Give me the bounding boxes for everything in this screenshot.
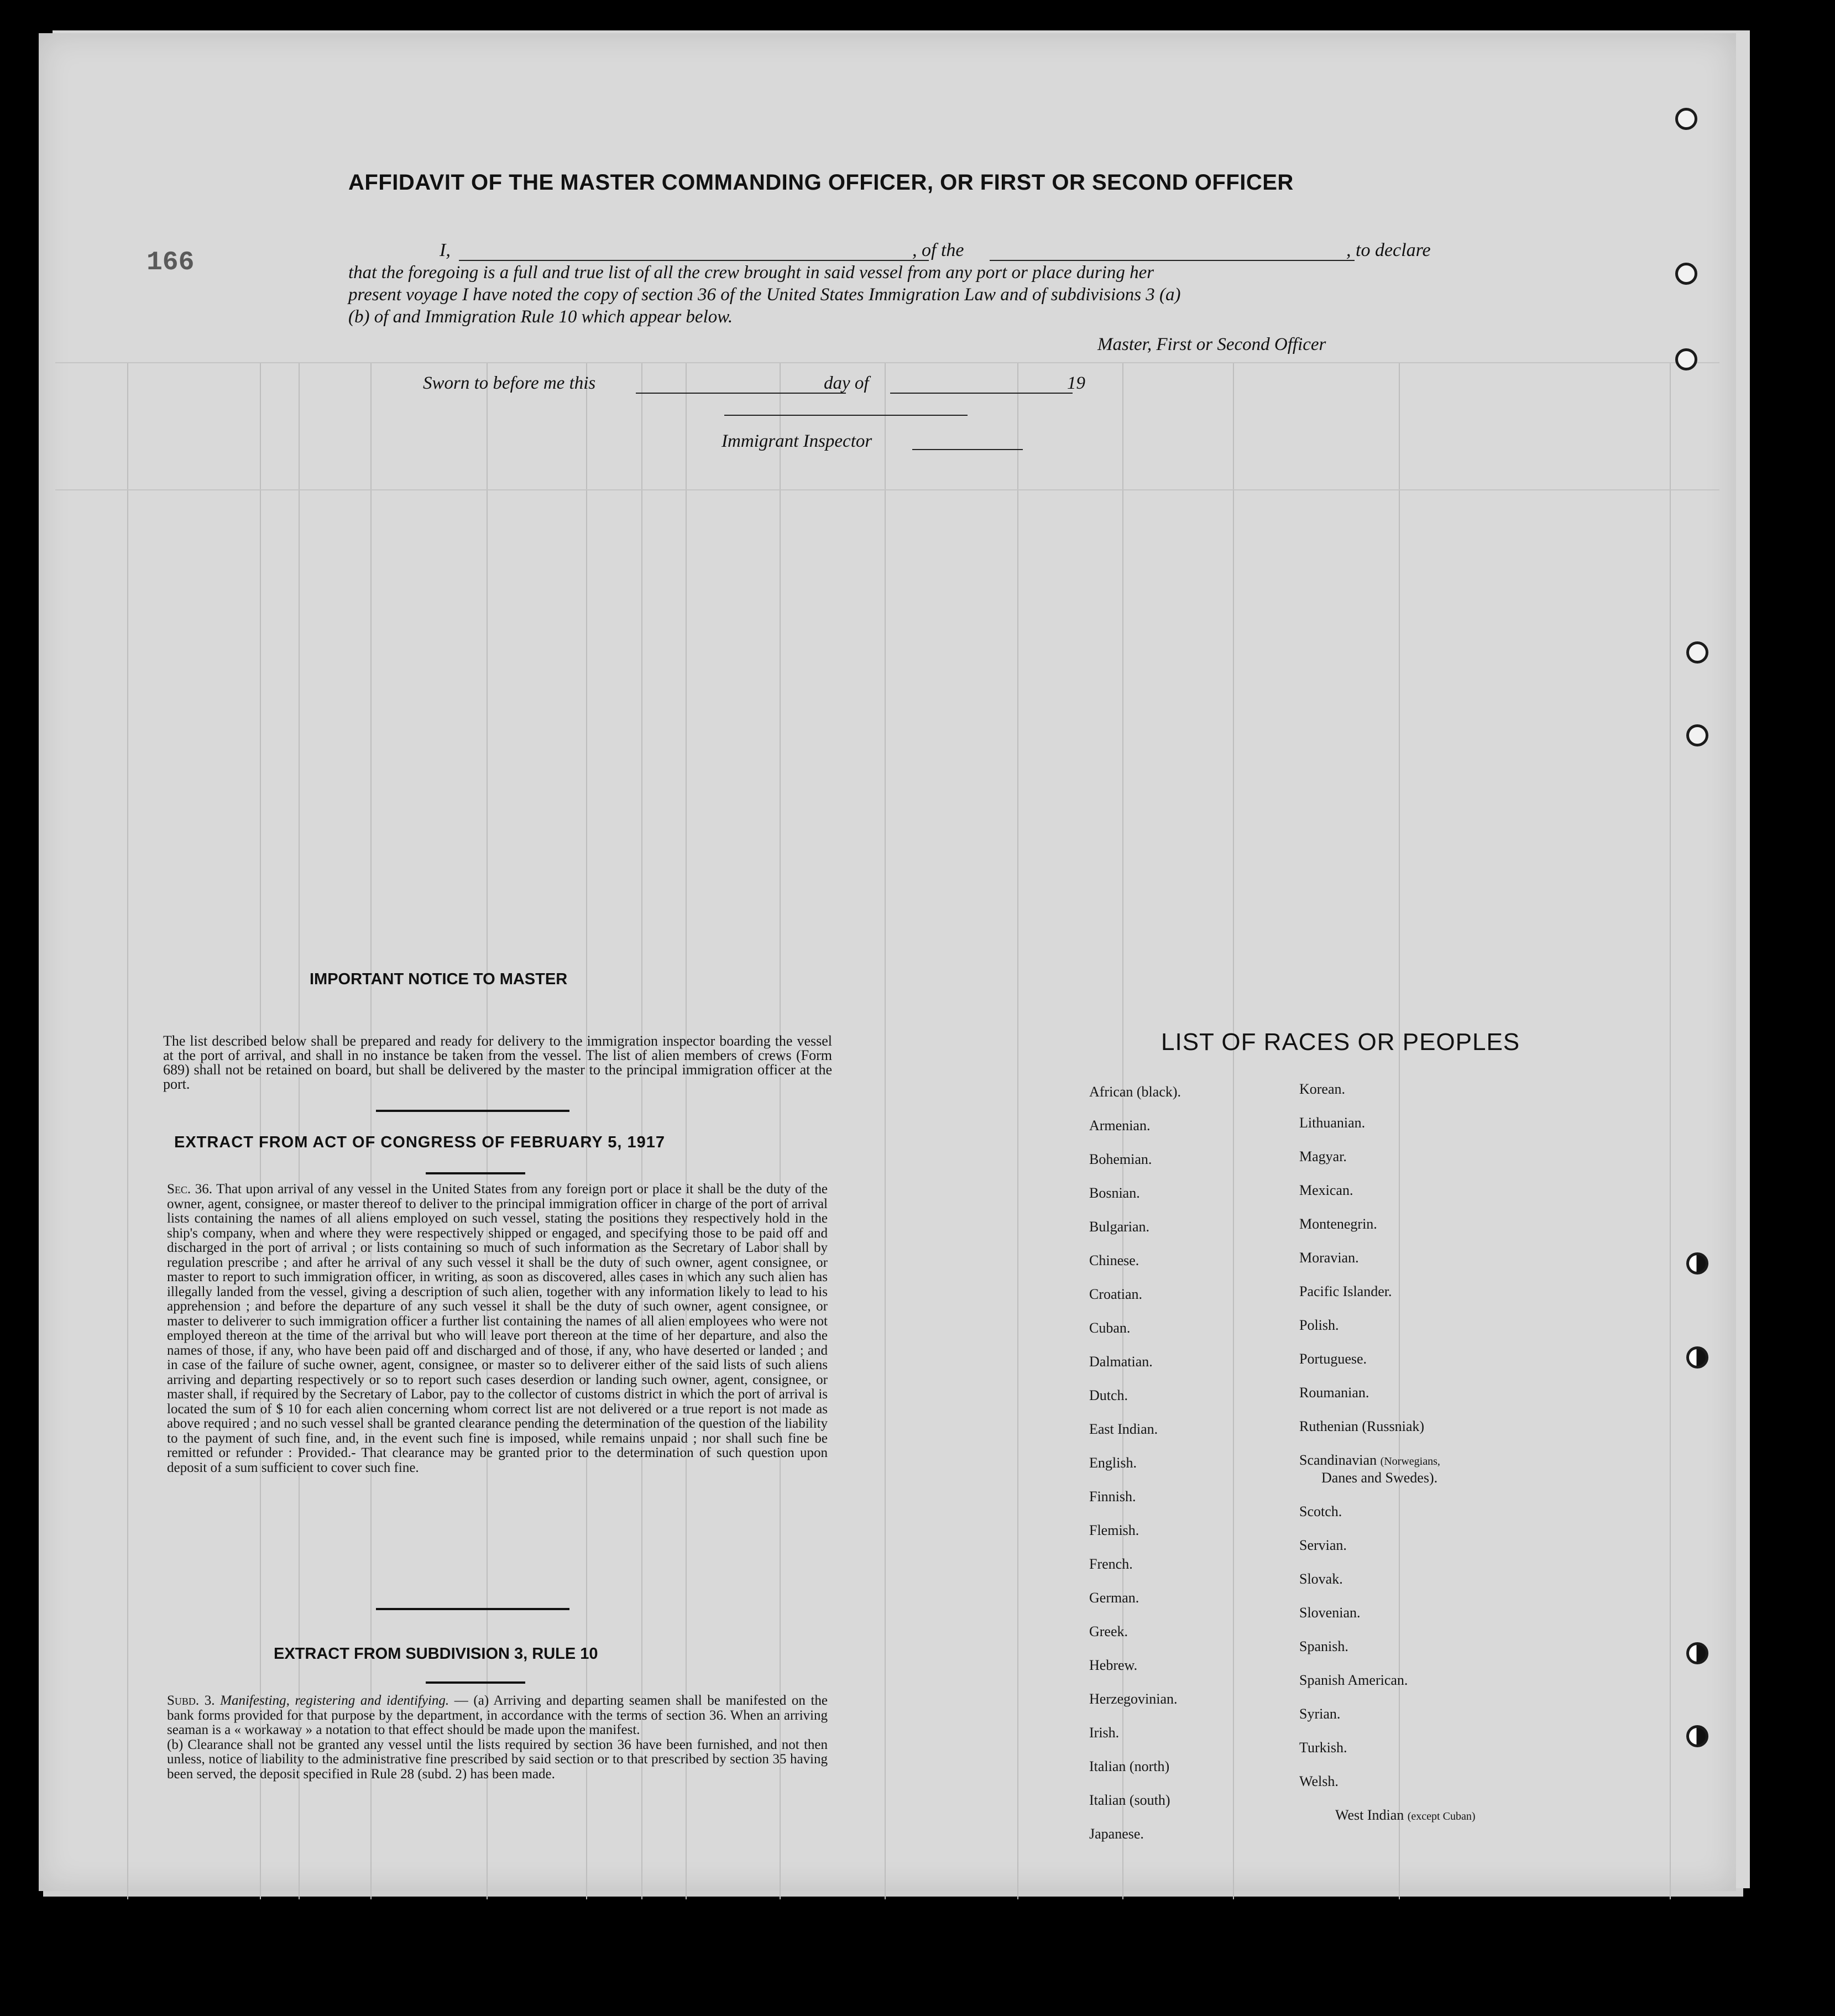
binder-hole <box>1686 1642 1708 1664</box>
race-item: French. <box>1089 1556 1133 1572</box>
race-item: Bohemian. <box>1089 1151 1152 1167</box>
race-item: Pacific Islander. <box>1299 1283 1392 1299</box>
vessel-blank-line <box>990 260 1355 261</box>
race-item: Armenian. <box>1089 1117 1151 1134</box>
race-item: Portuguese. <box>1299 1351 1367 1367</box>
affidavit-title: AFFIDAVIT OF THE MASTER COMMANDING OFFICER, OR FIRST OR SECOND OFFICER <box>348 170 1294 195</box>
race-item: Servian. <box>1299 1537 1347 1553</box>
race-item: Magyar. <box>1299 1148 1347 1164</box>
race-item: German. <box>1089 1590 1139 1606</box>
binder-hole <box>1675 348 1697 370</box>
binder-hole <box>1686 1252 1708 1275</box>
race-item: Turkish. <box>1299 1740 1347 1756</box>
race-item: Dutch. <box>1089 1387 1128 1403</box>
subd-text-b: (b) Clearance shall not be granted any vessel until the lists required by section 36 have been furnished, and not then unless, notice of liability to the administrative fine prescribed by said section or to that prescribed by section 35 having been served, the deposit specified in Rule 28 (subd. 2) has been made. <box>167 1737 828 1782</box>
race-label: West Indian <box>1335 1807 1404 1823</box>
binder-hole <box>1686 1725 1708 1747</box>
name-blank-line <box>459 260 929 261</box>
race-item: Flemish. <box>1089 1522 1139 1538</box>
race-item: Italian (south) <box>1089 1792 1170 1808</box>
master-signature-label: Master, First or Second Officer <box>1097 335 1326 354</box>
race-note: (Norwegians, <box>1380 1455 1440 1467</box>
race-note: (except Cuban) <box>1407 1810 1476 1822</box>
margin-stamp-number: 166 <box>147 248 195 278</box>
binder-hole <box>1686 1346 1708 1369</box>
act-rule <box>426 1172 525 1174</box>
race-note-continued: Danes and Swedes). <box>1321 1470 1438 1486</box>
race-item: Herzegovinian. <box>1089 1691 1178 1707</box>
race-item: Spanish. <box>1299 1638 1348 1654</box>
race-item: Mexican. <box>1299 1182 1353 1198</box>
of-the-label: , of the <box>912 240 964 260</box>
race-item: Greek. <box>1089 1623 1128 1639</box>
binder-hole <box>1675 108 1697 130</box>
year-label: 19 <box>1067 373 1085 393</box>
race-item-west-indian <box>1335 1807 1476 1824</box>
race-item: Spanish American. <box>1299 1672 1408 1688</box>
race-item: Italian (north) <box>1089 1758 1170 1774</box>
inspector-label: Immigrant Inspector <box>722 431 872 451</box>
race-item: Polish. <box>1299 1317 1339 1333</box>
race-item: Bulgarian. <box>1089 1219 1150 1235</box>
race-item: Korean. <box>1299 1081 1346 1097</box>
race-item: Montenegrin. <box>1299 1216 1377 1232</box>
affidavit-line-2: that the foregoing is a full and true list of all the crew brought in said vessel from any port or place during her <box>348 263 1154 283</box>
binder-hole <box>1686 724 1708 746</box>
race-item: Bosnian. <box>1089 1185 1140 1201</box>
race-item: Moravian. <box>1299 1250 1359 1266</box>
binder-hole <box>1686 641 1708 664</box>
i-label: I, <box>440 240 451 260</box>
subd-label: Subd. 3. <box>167 1693 215 1708</box>
manifest-page <box>39 33 1736 1891</box>
day-of-label: day of <box>824 373 869 393</box>
notice-heading: IMPORTANT NOTICE TO MASTER <box>310 970 568 988</box>
race-item: East Indian. <box>1089 1421 1158 1437</box>
binder-hole <box>1675 263 1697 285</box>
rule-heading: EXTRACT FROM SUBDIVISION 3, RULE 10 <box>274 1645 598 1663</box>
declare-label: , to declare <box>1346 240 1431 260</box>
race-item: Croatian. <box>1089 1286 1143 1302</box>
race-item: Scotch. <box>1299 1503 1342 1519</box>
rule-text <box>167 1694 828 1782</box>
race-item: Chinese. <box>1089 1252 1139 1268</box>
manifest-grid-show-through <box>55 362 1719 1899</box>
race-item: Japanese. <box>1089 1826 1144 1842</box>
sec-label: Sec. 36. <box>167 1182 213 1197</box>
day-blank-line <box>636 393 846 394</box>
subd-title: Manifesting, registering and identifying. <box>220 1693 449 1708</box>
signature-blank-line <box>724 415 968 416</box>
race-item: English. <box>1089 1455 1137 1471</box>
race-item: African (black). <box>1089 1084 1181 1100</box>
act-heading: EXTRACT FROM ACT OF CONGRESS OF FEBRUARY 5, 1917 <box>174 1134 666 1151</box>
affidavit-line-4: (b) of and Immigration Rule 10 which appear below. <box>348 307 733 327</box>
notice-rule <box>376 1110 569 1112</box>
subd-text-a: — (a) Arriving and departing seamen shall be manifested on the bank forms provided for that purpose by the department, in accordance with the terms of section 36. When an arriving seaman is a « workaway » a notation to that effect should be made upon the manifest. <box>167 1693 828 1737</box>
notice-text: The list described below shall be prepared and ready for delivery to the immigration inspector boarding the vessel at the port of arrival, and shall in no instance be taken from the vessel. The list of alien members of crews (Form 689) shall not be retained on board, but shall be delivered by the master to the principal immigration officer at the port. <box>163 1033 832 1092</box>
race-item: Dalmatian. <box>1089 1354 1153 1370</box>
race-item: Welsh. <box>1299 1773 1339 1789</box>
race-item: Hebrew. <box>1089 1657 1138 1673</box>
race-item: Slovenian. <box>1299 1605 1361 1621</box>
affidavit-line-3: present voyage I have noted the copy of section 36 of the United States Immigration Law and of subdivisions 3 (a) <box>348 285 1181 305</box>
race-label: Scandinavian <box>1299 1452 1377 1468</box>
races-title: LIST OF RACES OR PEOPLES <box>1161 1028 1520 1056</box>
race-item: Finnish. <box>1089 1489 1136 1505</box>
race-item: Slovak. <box>1299 1571 1343 1587</box>
race-item: Roumanian. <box>1299 1385 1369 1401</box>
race-item: Syrian. <box>1299 1706 1341 1722</box>
race-item: Cuban. <box>1089 1320 1131 1336</box>
race-item: Ruthenian (Russniak) <box>1299 1418 1425 1434</box>
race-item: Irish. <box>1089 1725 1120 1741</box>
inspector-blank-line <box>912 449 1023 450</box>
act-text <box>167 1182 828 1475</box>
sworn-label: Sworn to before me this <box>423 373 596 393</box>
race-item: Lithuanian. <box>1299 1115 1366 1131</box>
act-end-rule <box>376 1608 569 1610</box>
sec-36-text: That upon arrival of any vessel in the United States from any foreign port or place it shall be the duty of the owner, agent, consignee, or master thereof to deliver to the principal immigration officer in charge of the port of arrival lists containing the names of all aliens employed on such vessel, stating the positions they respectively hold in the ship's company, when and where they were respectively shipped or engaged, and specifying those to be paid off and discharged in the port of arrival ; or lists containing so much of such information as the Secretary of Labor shall by regulation prescribe ; and after he arrival of any such vessel it shall be the duty of such owner, agent consignee, or master to report to such immigration officer, in writing, as soon as discovered, alles cases in which any such alien has illegally landed from the vessel, giving a description of such alien, together with any information likely to lead to his apprehension ; and before the departure of any such vessel it shall be the duty of such owner, agent consignee, or master to deliverer to such immigration officer a further list containing the names of all alien employees who were not employed thereon at the time of the arrival but who will leave port thereon at the time of her departure, and also the names of those, if any, who have been paid off and discharged and of those, if any, who have deserted or landed ; and in case of the failure of suche owner, agent, consignee, or master so to deliverer either of the said lists of such aliens arriving and departing respectively or so to report such cases deserdion or landing such owner, agent, consignee, or master shall, if required by the Secretary of Labor, pay to the collector of customs district in which the port of arrival is located the sum of $ 10 for each alien concerning whom correct list are not delivered or a true report is not made as above required ; and no such vessel shall be granted clearance pending the determination of the question of the liability to the payment of such fine, and, in the event such fine is imposed, while remains unpaid ; nor shall such fine be remitted or refunder : Provided.- That clearance may be granted prior to the determination of such question upon deposit of a sum sufficient to cover such fine. <box>167 1182 828 1475</box>
rule-heading-rule <box>426 1681 525 1684</box>
race-item-scandinavian <box>1299 1452 1440 1469</box>
month-blank-line <box>890 393 1073 394</box>
